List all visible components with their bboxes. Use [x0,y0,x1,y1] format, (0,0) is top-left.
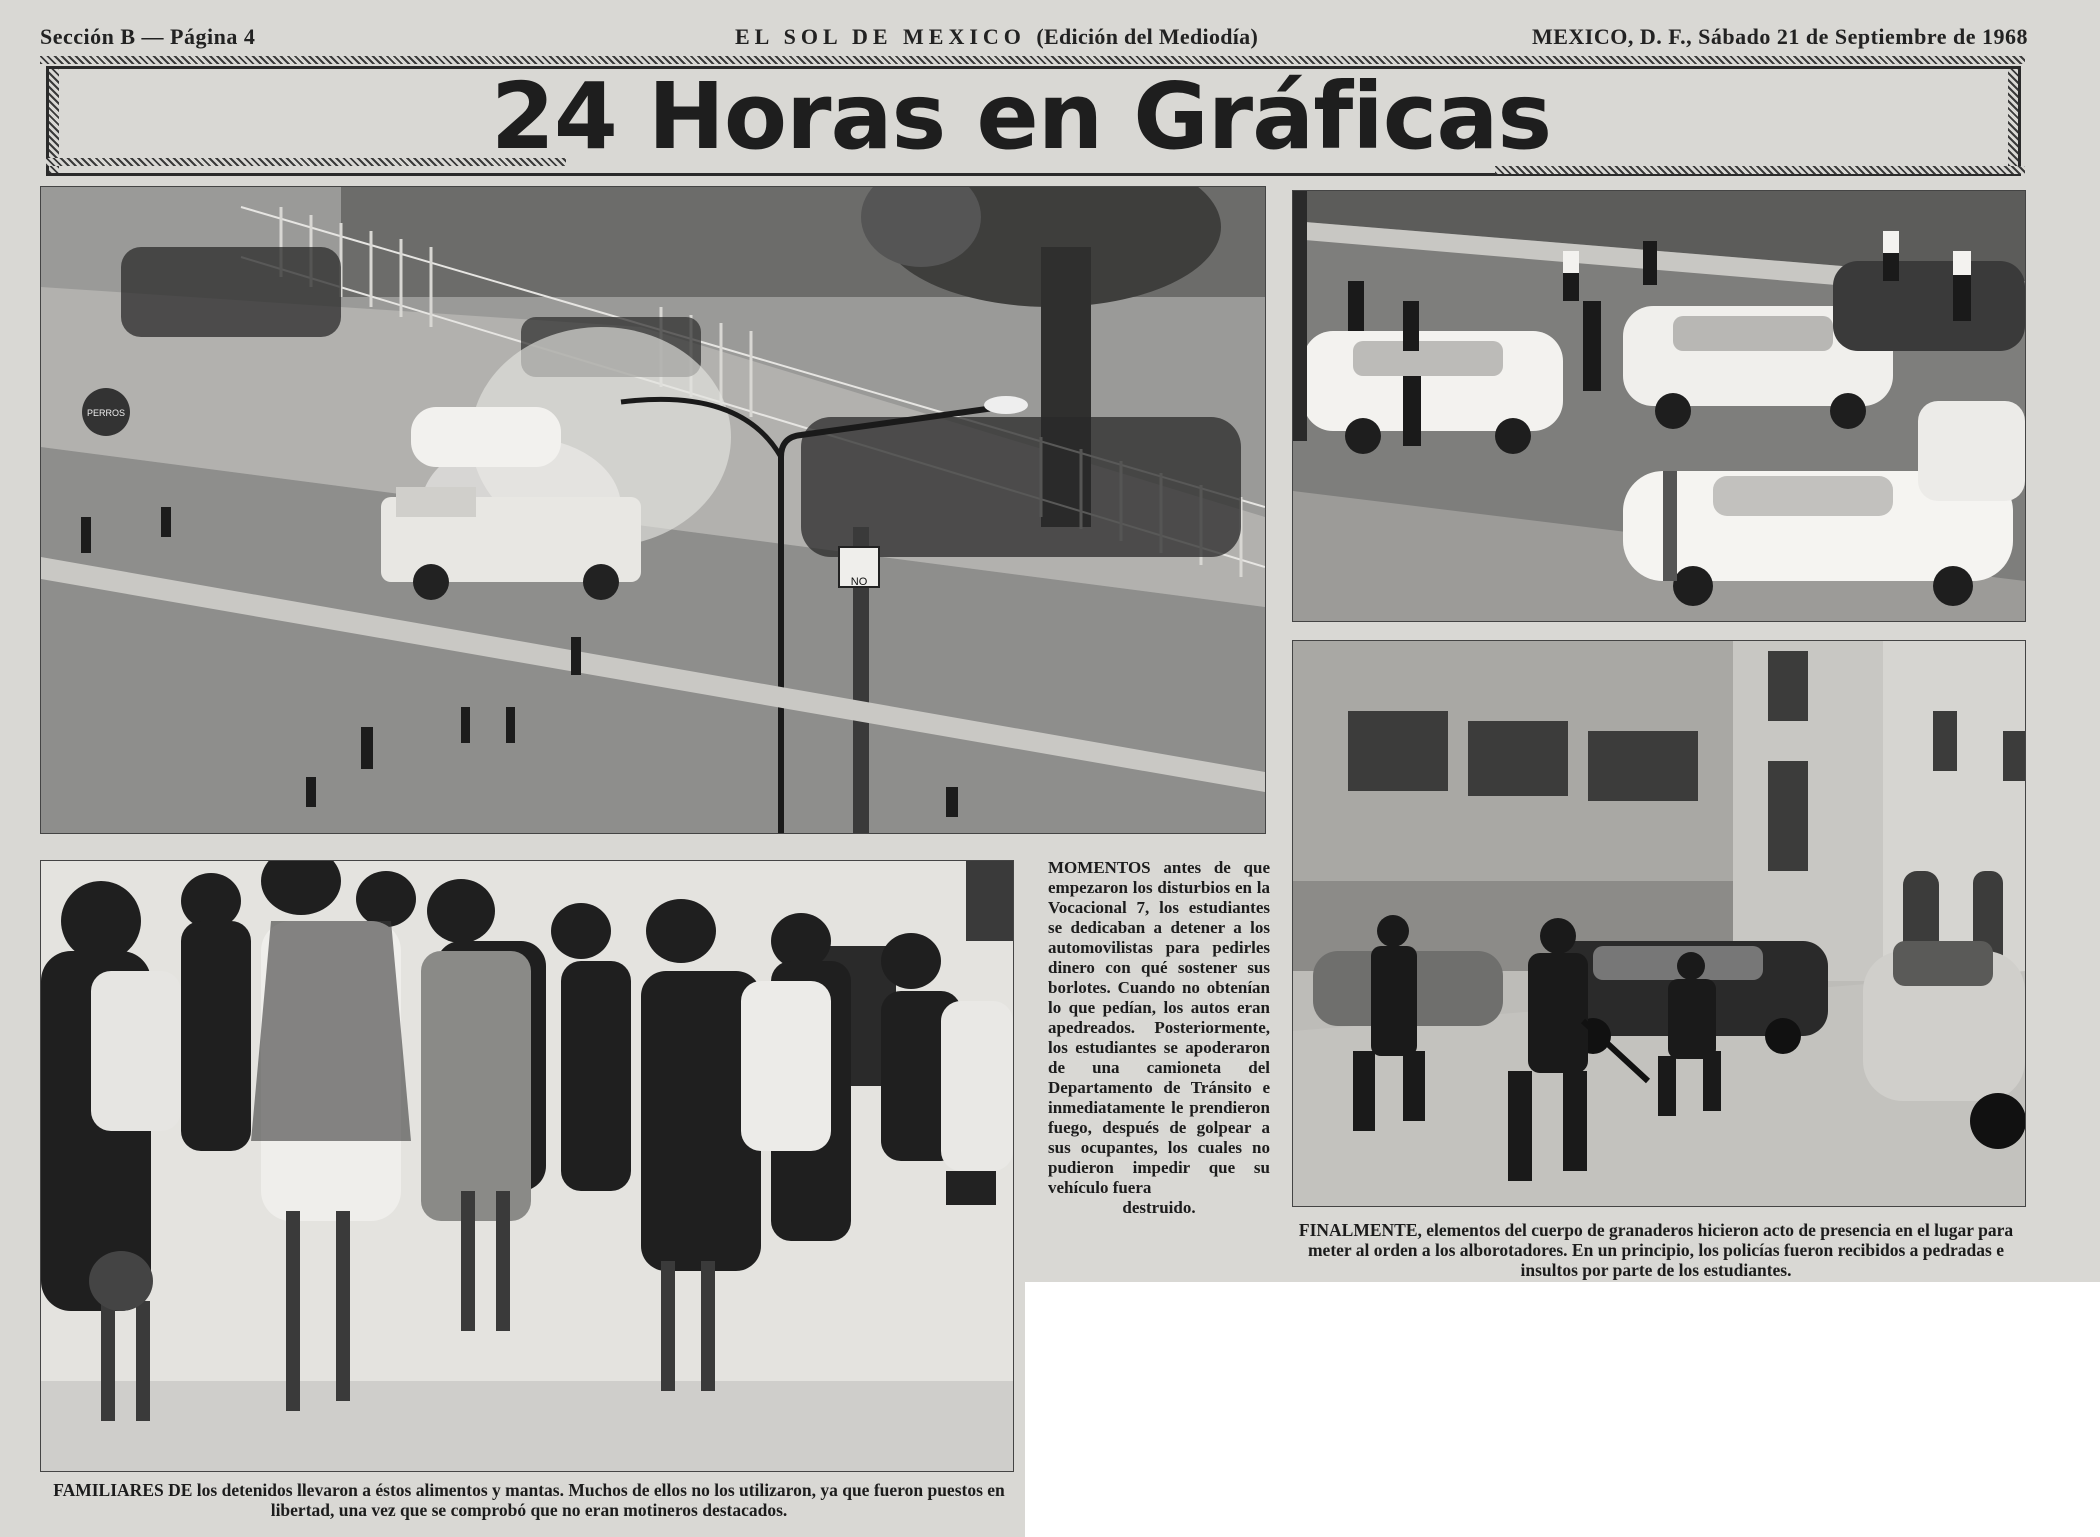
photo-street-sign: NO [850,576,868,588]
edition-label: (Edición del Mediodía) [1036,24,1259,49]
caption-familiares-text: los detenidos llevaron a éstos alimentos y mantas. Muchos de ellos no los utilizaron, ya que fueron puestos en libertad, una vez que se comprobó que no eran motineros destacados. [196,1480,1005,1520]
caption-finalmente-lead: FINALMENTE, [1298,1220,1422,1240]
caption-momentos [1048,858,1270,1218]
photo-burning-truck [40,186,1266,834]
caption-momentos-lead: MOMENTOS [1048,858,1151,877]
photo-riot-police [1292,640,2026,1207]
banner-title: 24 Horas en Gráficas [490,63,1552,170]
newspaper-name: EL SOL DE MEXICO [735,24,1026,49]
section-page-label: Sección B — Página 4 [40,24,256,49]
photo-parked-cars [1292,190,2026,622]
photo-families [40,860,1014,1472]
caption-momentos-tail: destruido. [1122,1198,1196,1217]
caption-finalmente [1296,1220,2016,1280]
caption-familiares-lead: FAMILIARES DE [53,1480,193,1500]
dateline: MEXICO, D. F., Sábado 21 de Septiembre de 1968 [1531,24,2028,49]
caption-familiares [44,1480,1014,1520]
masthead [735,24,1258,50]
caption-finalmente-text: elementos del cuerpo de granaderos hicieron acto de presencia en el lugar para meter al orden a los alborotadores. En un principio, los policías fueron recibidos a pedradas e insultos por parte de los estudiantes. [1307,1220,2014,1280]
caption-momentos-text: antes de que empezaron los disturbios en la Vocacional 7, los estudiantes se dedicaban a detener a los automovilistas para pedirles dinero con qué sostener sus borlotes. Cuando no obtenían lo que pedían, los autos eran apedreados. Posteriormente, los estudiantes se apoderaron de una camioneta del Departamento de Tránsito e inmediatamente le prendieron fuego, después de golpear a sus ocupantes, los cuales no pudieron impedir que su vehículo fuera [1048,858,1271,1197]
photo-round-sign: PERROS [86,408,126,418]
